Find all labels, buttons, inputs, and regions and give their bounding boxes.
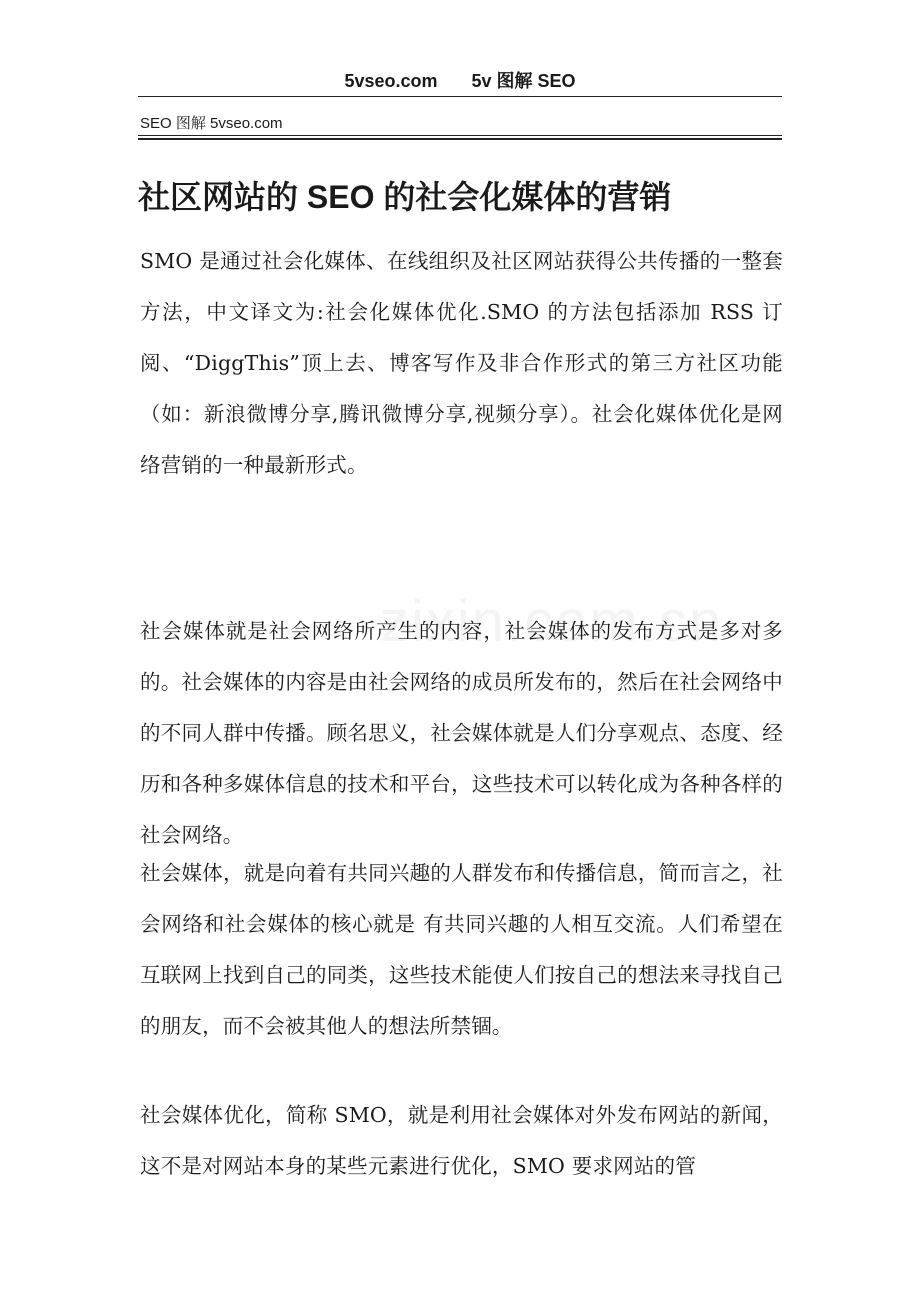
header-rule [138,96,782,97]
header-site-text: 5vseo.com [344,71,438,91]
paragraph-social-media-definition: 社会媒体就是社会网络所产生的内容，社会媒体的发布方式是多对多的。社会媒体的内容是由社会网络的成员所发布的，然后在社会网络中的不同人群中传播。顾名思义，社会媒体就是人们分享观点、态度、经历和各种多媒体信息的技术和平台，这些技术可以转化成为各种各样的社会网络。 [140,619,783,847]
paragraph-shared-interest: 社会媒体，就是向着有共同兴趣的人群发布和传播信息，简而言之，社会网络和社会媒体的核心就是 有共同兴趣的人相互交流。人们希望在互联网上找到自己的同类，这些技术能使人们按自己的想法来寻找自己的朋友，而不会被其他人的想法所禁锢。 [140,861,783,1038]
page-header [138,66,782,96]
subheader: SEO 图解 5vseo.com [140,115,283,132]
document-title: 社区网站的 SEO 的社会化媒体的营销 [138,179,672,215]
subheader-double-rule [138,135,782,140]
paragraph-smo-intro: SMO 是通过社会化媒体、在线组织及社区网站获得公共传播的一整套方法，中文译文为:社会化媒体优化.SMO 的方法包括添加 RSS 订阅、“DiggThis”顶上去、博客写作及非合作形式的第三方社区功能（如：新浪微博分享,腾讯微博分享,视频分享）。社会化媒体优化是网络营销的一种最新形式。 [140,249,783,477]
header-brand-text: 5v 图解 SEO [471,71,576,91]
paragraph-smo-optimization: 社会媒体优化，简称 SMO，就是利用社会媒体对外发布网站的新闻，这不是对网站本身的某些元素进行优化，SMO 要求网站的管 [140,1103,783,1178]
